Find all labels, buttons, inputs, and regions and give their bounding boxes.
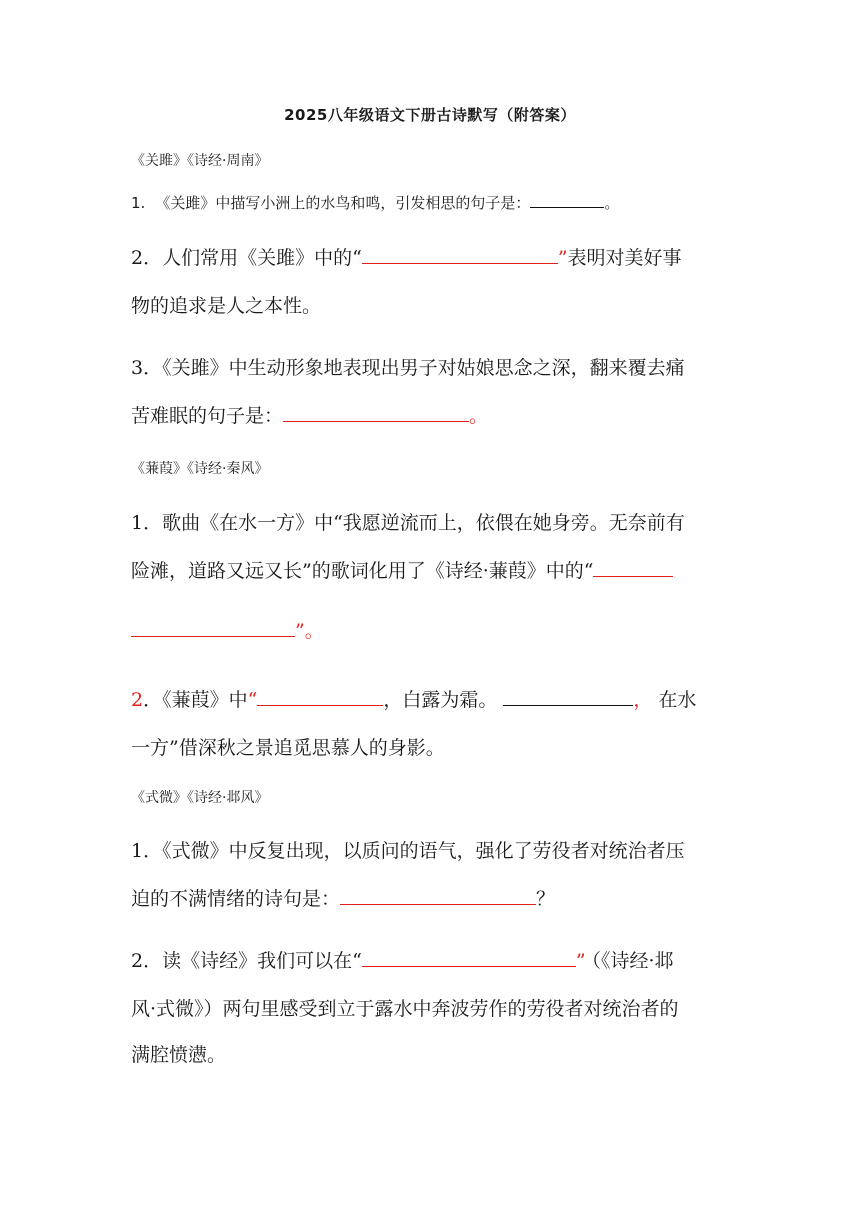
- question-guanju-2-line2: 物的追求是人之本性。: [131, 295, 322, 317]
- answer-blank[interactable]: [131, 617, 295, 637]
- question-text: （《诗经·邶: [591, 950, 674, 972]
- question-jianjia-1-line2: [131, 556, 731, 583]
- question-guanju-3: 3．《关雎》中生动形象地表现出男子对姑娘思念之深，翻来覆去痛: [131, 357, 685, 379]
- answer-blank[interactable]: [283, 402, 469, 422]
- answer-blank[interactable]: [257, 686, 383, 706]
- question-guanju-1: [131, 192, 731, 213]
- section-heading-jianjia: 《蒹葭》《诗经·秦风》: [131, 461, 269, 477]
- answer-blank[interactable]: [362, 947, 576, 967]
- question-shiwei-2-line2: 风·式微》）两句里感受到立于露水中奔波劳作的劳役者对统治者的: [131, 998, 679, 1020]
- question-text: 险滩，道路又远又长”的歌词化用了《诗经·蒹葭》中的“: [131, 560, 594, 582]
- question-shiwei-2: [131, 946, 731, 973]
- question-text: 2．人们常用《关雎》中的“: [131, 247, 362, 269]
- question-shiwei-2-line3: 满腔愤懑。: [131, 1044, 227, 1066]
- punctuation: ？: [536, 888, 556, 910]
- punctuation: 。: [604, 194, 620, 212]
- question-text: ．《蒹葭》中: [143, 689, 248, 711]
- question-number: 2: [131, 689, 144, 711]
- punctuation: ，: [633, 689, 653, 711]
- question-guanju-2: [131, 243, 731, 270]
- answer-blank[interactable]: [593, 557, 673, 577]
- question-text: 在水: [658, 689, 697, 711]
- question-guanju-3-line2: [131, 401, 731, 428]
- question-number: 1.: [131, 194, 146, 212]
- punctuation: 。: [469, 405, 489, 427]
- question-text: 迫的不满情绪的诗句是：: [131, 888, 341, 910]
- answer-blank[interactable]: [362, 244, 558, 264]
- page-title: 2025八年级语文下册古诗默写（附答案）: [284, 106, 576, 124]
- answer-blank[interactable]: [530, 192, 604, 208]
- question-text: 表明对美好事: [567, 247, 682, 269]
- question-text: ，白露为霜。: [383, 689, 498, 711]
- close-quote: ”: [557, 247, 568, 269]
- close-quote: ”: [575, 950, 586, 972]
- open-quote: “: [247, 689, 258, 711]
- question-text: 苦难眠的句子是：: [131, 405, 284, 427]
- answer-blank[interactable]: [503, 686, 633, 706]
- question-jianjia-1-line3: [131, 616, 731, 643]
- question-jianjia-1: 1．歌曲《在水一方》中“我愿逆流而上，依偎在她身旁。无奈前有: [131, 512, 685, 534]
- question-jianjia-2-line2: 一方”借深秋之景追觅思慕人的身影。: [131, 737, 445, 759]
- section-heading-guanju: 《关雎》《诗经·周南》: [131, 153, 269, 169]
- section-heading-shiwei: 《式微》《诗经·邶风》: [131, 790, 269, 806]
- question-text: 2．读《诗经》我们可以在“: [131, 950, 362, 972]
- question-shiwei-1: 1．《式微》中反复出现，以质问的语气，强化了劳役者对统治者压: [131, 840, 685, 862]
- close-quote: ”。: [295, 620, 324, 642]
- question-shiwei-1-line2: [131, 884, 731, 911]
- question-text: 《关雎》中描写小洲上的水鸟和鸣，引发相思的句子是：: [155, 194, 531, 212]
- answer-blank[interactable]: [340, 885, 536, 905]
- question-jianjia-2: [131, 685, 731, 712]
